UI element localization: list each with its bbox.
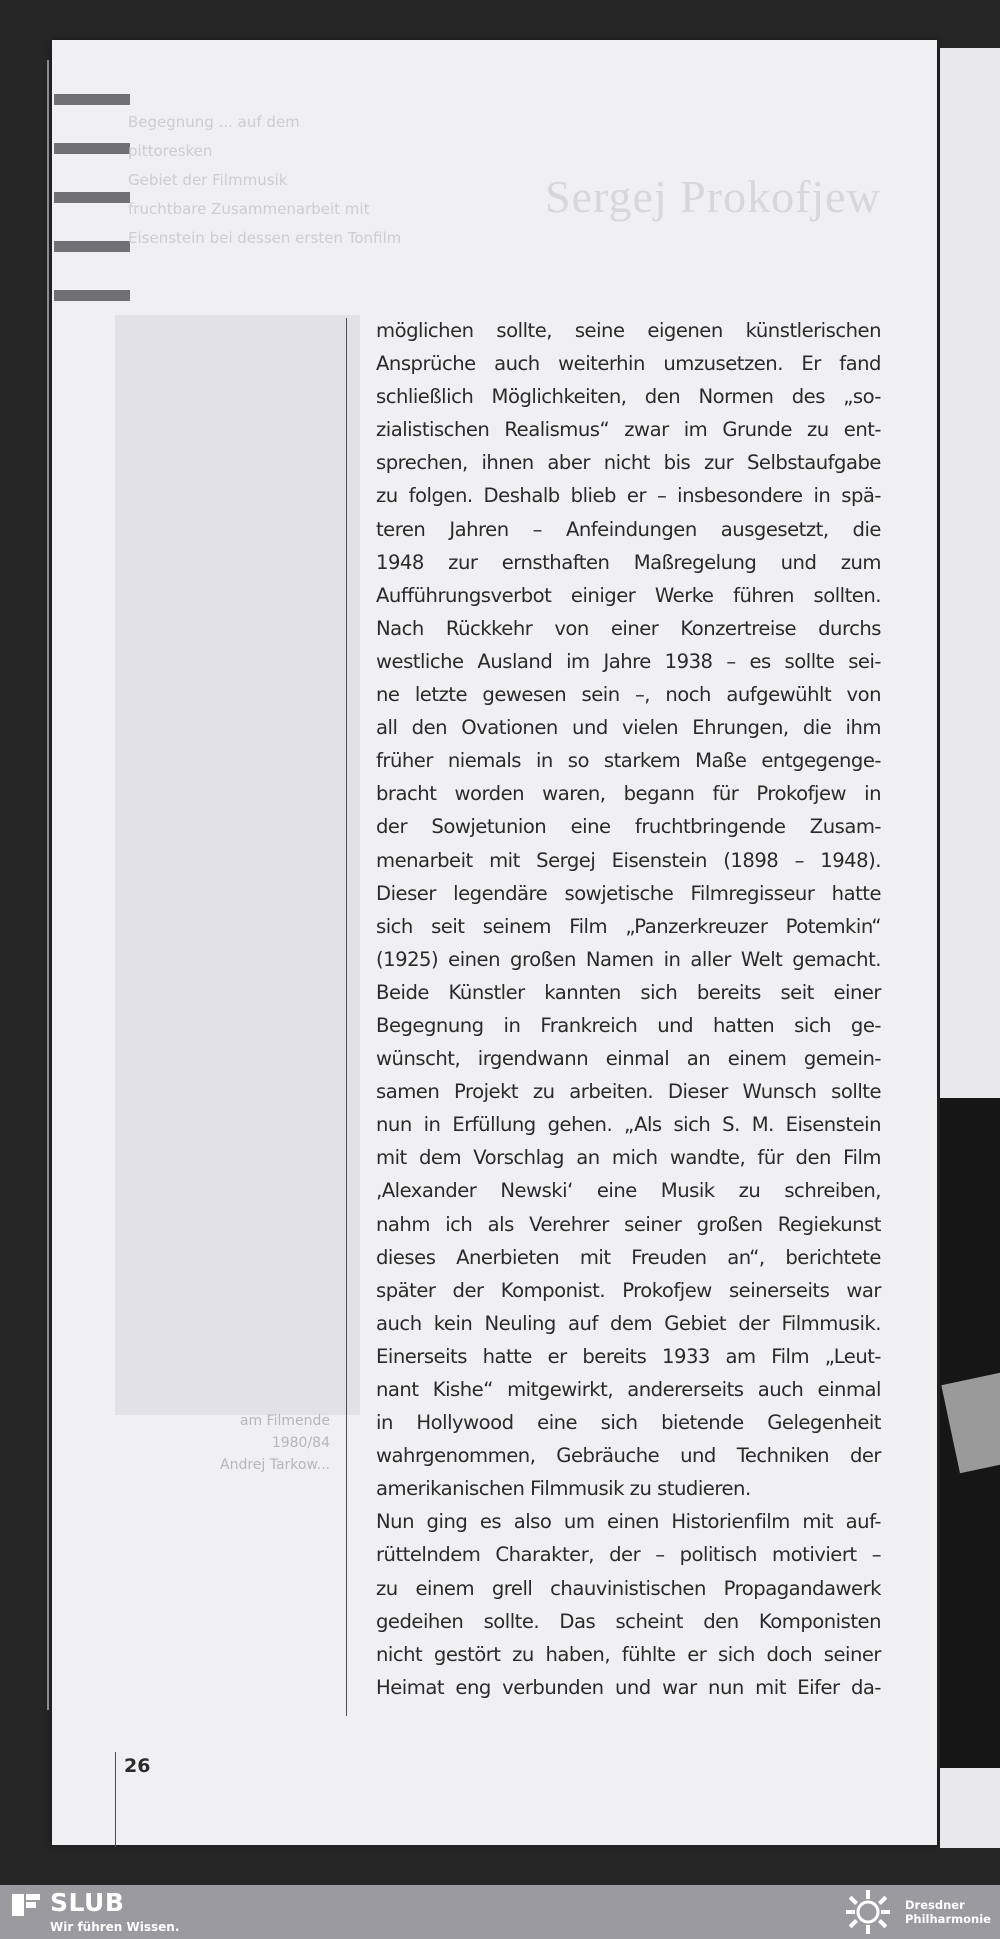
text-line: wünscht, irgendwann einmal an einem gemein- — [376, 1047, 881, 1071]
text-line: wahrgenommen, Gebräuche und Techniken der — [376, 1444, 881, 1468]
text-line: später der Komponist. Prokofjew seinerseits war — [376, 1278, 881, 1302]
text-line: der Sowjetunion eine fruchtbringende Zusam- — [376, 815, 881, 839]
text-line: Heimat eng verbunden und war nun mit Eifer da- — [376, 1675, 881, 1699]
text-line: sprechen, ihnen aber nicht bis zur Selbstaufgabe — [376, 451, 881, 475]
register-tab — [54, 143, 130, 154]
footer-rule — [115, 1752, 116, 1847]
text-line: gedeihen sollte. Das scheint den Komponisten — [376, 1609, 881, 1633]
facing-page-photo — [940, 1098, 1000, 1768]
text-line: sich seit seinem Film „Panzerkreuzer Potemkin“ — [376, 914, 881, 938]
photo-highlight — [941, 1373, 1000, 1474]
text-line: möglichen sollte, seine eigenen künstlerischen — [376, 319, 881, 342]
show-through-caption-line: am Filmende — [239, 1413, 330, 1429]
text-line: Einerseits hatte er bereits 1933 am Film „Leut- — [376, 1344, 881, 1368]
text-line: ‚Alexander Newski‘ eine Musik zu schreiben, — [376, 1179, 881, 1203]
text-line: ne letzte gewesen sein –, noch aufgewühlt von — [376, 683, 881, 707]
page-edge — [47, 60, 49, 1710]
text-line: Dieser legendäre sowjetische Filmregisseur hatte — [376, 881, 881, 905]
text-line: früher niemals in so starkem Maße entgegenge- — [376, 749, 881, 773]
show-through-header — [128, 108, 548, 253]
text-line: Beide Künstler kannten sich bereits seit einer — [376, 980, 881, 1004]
slub-tagline: Wir führen Wissen. — [50, 1920, 180, 1934]
text-line: bracht worden waren, begann für Prokofjew in — [376, 782, 881, 806]
show-through-line: fruchtbare Zusammenarbeit mit — [128, 200, 370, 218]
text-line: rüttelndem Charakter, der – politisch motiviert – — [376, 1543, 881, 1567]
show-through-caption — [160, 1410, 330, 1476]
text-line: all den Ovationen und vielen Ehrungen, die ihm — [376, 716, 881, 740]
text-line: nicht gestört zu haben, fühlte er sich doch seiner — [376, 1642, 881, 1666]
text-line: zu einem grell chauvinistischen Propagandawerk — [376, 1576, 881, 1600]
text-line: zu folgen. Deshalb blieb er – insbesondere in spä- — [376, 484, 881, 508]
dresdner-philharmonie-logo-icon[interactable] — [842, 1889, 894, 1935]
facing-page-edge — [940, 48, 1000, 1848]
show-through-line: Gebiet der Filmmusik — [128, 171, 288, 189]
viewer-footer-bar — [0, 1885, 1000, 1939]
dph-line: Philharmonie — [905, 1912, 991, 1926]
text-line: mit dem Vorschlag an mich wandte, für den Film — [376, 1146, 881, 1170]
text-line: dieses Anerbieten mit Freuden an“, berichtete — [376, 1245, 881, 1269]
slub-wordmark[interactable]: SLUB — [50, 1888, 125, 1917]
page-number: 26 — [124, 1755, 151, 1777]
text-line: nun in Erfüllung gehen. „Als sich S. M. Eisenstein — [376, 1113, 881, 1137]
text-line: samen Projekt zu arbeiten. Dieser Wunsch sollte — [376, 1080, 881, 1104]
show-through-line: Begegnung ... auf dem — [128, 113, 300, 131]
article-body — [376, 314, 881, 1704]
text-line: Ansprüche auch weiterhin umzusetzen. Er fand — [376, 352, 881, 376]
text-line: 1948 zur ernsthaften Maßregelung und zum — [376, 550, 881, 574]
text-line: westliche Ausland im Jahre 1938 – es sollte sei- — [376, 649, 881, 673]
text-line: Nach Rückkehr von einer Konzertreise durchs — [376, 616, 881, 640]
show-through-title: Sergej Prokofjew — [545, 171, 881, 222]
show-through-line: Eisenstein bei dessen ersten Tonfilm — [128, 229, 402, 247]
register-tab — [54, 94, 130, 105]
text-line: in Hollywood eine sich bietende Gelegenheit — [376, 1411, 881, 1435]
show-through-caption-line: 1980/84 — [271, 1435, 330, 1451]
text-line: amerikanischen Filmmusik zu studieren. — [376, 1477, 751, 1501]
text-line: nahm ich als Verehrer seiner großen Regiekunst — [376, 1212, 881, 1236]
text-line: schließlich Möglichkeiten, den Normen des „so- — [376, 385, 881, 409]
text-line: Nun ging es also um einen Historienfilm mit auf- — [376, 1510, 881, 1534]
text-line: zialistischen Realismus“ zwar im Grunde zu ent- — [376, 418, 881, 442]
text-line: Begegnung in Frankreich und hatten sich ge- — [376, 1013, 881, 1037]
register-tab — [54, 192, 130, 203]
show-through-image-column — [115, 315, 360, 1415]
text-line: auch kein Neuling auf dem Gebiet der Filmmusik. — [376, 1311, 881, 1335]
text-line: Aufführungsverbot einiger Werke führen sollten. — [376, 583, 881, 607]
text-line: menarbeit mit Sergej Eisenstein (1898 – 1948). — [376, 848, 881, 872]
slub-logo-icon[interactable] — [12, 1894, 40, 1916]
dph-line: Dresdner — [905, 1898, 965, 1912]
show-through-line: pittoresken — [128, 142, 213, 160]
register-tab — [54, 290, 130, 301]
register-tab — [54, 241, 130, 252]
text-line: nant Kishe“ mitgewirkt, andererseits auch einmal — [376, 1378, 881, 1401]
column-divider — [346, 318, 347, 1716]
text-line: (1925) einen großen Namen in aller Welt gemacht. — [376, 947, 881, 971]
text-line: teren Jahren – Anfeindungen ausgesetzt, die — [376, 517, 881, 541]
show-through-caption-line: Andrej Tarkow... — [220, 1457, 330, 1473]
dresdner-philharmonie-wordmark[interactable] — [905, 1898, 991, 1926]
